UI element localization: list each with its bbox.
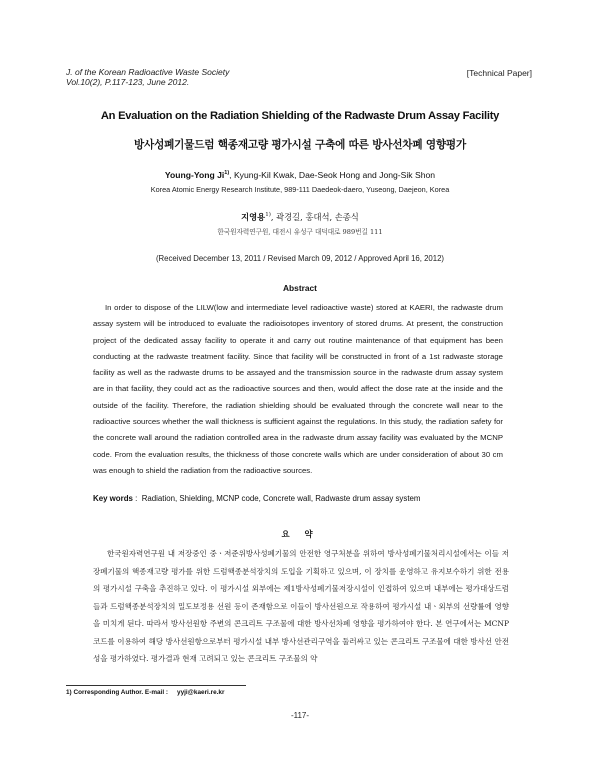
korean-affiliation: 한국원자력연구원, 대전시 유성구 대덕대로 989번길 111 bbox=[217, 228, 383, 236]
co-authors: , Kyung-Kil Kwak, Dae-Seok Hong and Jong-Sik Shon bbox=[229, 170, 436, 180]
keywords-text: Radiation, Shielding, MCNP code, Concrete wall, Radwaste drum assay system bbox=[141, 494, 421, 503]
journal-citation bbox=[66, 68, 229, 87]
lead-author: Young-Yong Ji bbox=[164, 170, 225, 180]
journal-volume: Vol.10(2), P.117-123, June 2012. bbox=[66, 76, 190, 87]
lead-author-mark: 1) bbox=[224, 170, 230, 177]
author-list bbox=[0, 170, 600, 180]
footnote bbox=[66, 689, 224, 696]
abstract-heading: Abstract bbox=[283, 283, 317, 293]
paper-type: [Technical Paper] bbox=[466, 68, 532, 78]
corresponding-email: yyji@kaeri.re.kr bbox=[177, 689, 225, 696]
paper-title: An Evaluation on the Radiation Shielding of the Radwaste Drum Assay Facility bbox=[100, 110, 500, 122]
korean-abstract-heading: 요 약 bbox=[281, 529, 319, 539]
journal-name: J. of the Korean Radioactive Waste Society bbox=[66, 67, 230, 77]
korean-lead-author-mark: 1) bbox=[265, 212, 271, 219]
keywords-separator: : bbox=[132, 494, 142, 503]
abstract-text: In order to dispose of the LILW(low and intermediate level radioactive waste) stored at KAERI, the radwaste drum assay system will be introduced to evaluate the radioisotopes inventory of stored drums. At present, the construction project of the dedicated assay facility to operate it and carry out routine maintenance of that equipment has been conducting at the radwaste treatment facility. Since that facility will be constructed in front of a 1st radwaste storage facility as well as the radwaste drums to be assayed and the transmission source in the radwaste drum assay system are in that facility, they could act as the radioactive sources and then, would affect the dose rate at the inside and the outside of the facility. Therefore, the radiation shielding should be evaluated through the concrete wall near to the radioactive sources whether the wall thickness is sufficient against the regulations. In this study, the radiation safety for the concrete wall around the radiation controlled area in the radwaste drum assay facility was evaluated by the MCNP code. From the evaluation results, the thickness of those concrete walls which are under consideration of about 30 cm was enough to shield the radiation from the radioactive sources. bbox=[93, 303, 503, 475]
keywords bbox=[93, 494, 513, 503]
page-number: -117- bbox=[290, 711, 310, 720]
keywords-label: Key words bbox=[93, 494, 133, 503]
affiliation: Korea Atomic Energy Research Institute, 989-111 Daedeok-daero, Yuseong, Daejeon, Korea bbox=[150, 185, 450, 194]
footnote-divider bbox=[66, 685, 246, 686]
korean-abstract-body bbox=[93, 545, 509, 668]
korean-author-list bbox=[0, 211, 600, 223]
footnote-label: 1) Corresponding Author. E-mail : bbox=[66, 689, 169, 696]
korean-abstract-text: 한국원자력연구원 내 저장중인 중ㆍ저준위방사성폐기물의 안전한 영구처분을 위하여 방사성폐기물처리시설에서는 이들 저장폐기물의 핵종재고량 평가를 위한 드럼핵종분석장치의 도입을 기획하고 있으며, 이 장치를 운영하고 유지보수하기 위한 전용의 평가시설 구축을 추진하고 있다. 이 평가시설 외부에는 제1방사성폐기물저장시설이 인접하여 있으며 내부에는 평가대상드럼들과 드럼핵종분석장치의 밀도보정용 선원 등이 존재함으로 이들이 방사선원으로 작용하여 평가시설 내ㆍ외부의 선량률에 영향을 미치게 된다. 따라서 방사선원항 주변의 콘크리트 구조물에 대한 방사선차폐 영향을 평가하여야 한다. 본 연구에서는 MCNP 코드를 이용하여 해당 방사선원항으로부터 평가시설 내부 방사선관리구역을 둘러싸고 있는 콘크리트 구조물에 대한 방사선 안전성을 평가하였다. 평가결과 현재 고려되고 있는 콘크리트 구조물의 약 bbox=[93, 549, 509, 663]
abstract-body bbox=[93, 300, 503, 479]
received-dates: (Received December 13, 2011 / Revised March 09, 2012 / Approved April 16, 2012) bbox=[155, 254, 445, 263]
korean-lead-author: 지영용 bbox=[241, 212, 266, 222]
korean-co-authors: , 곽경길, 홍대석, 손종식 bbox=[270, 212, 359, 222]
korean-title: 방사성폐기물드럼 핵종재고량 평가시설 구축에 따른 방사선차폐 영향평가 bbox=[134, 139, 466, 151]
